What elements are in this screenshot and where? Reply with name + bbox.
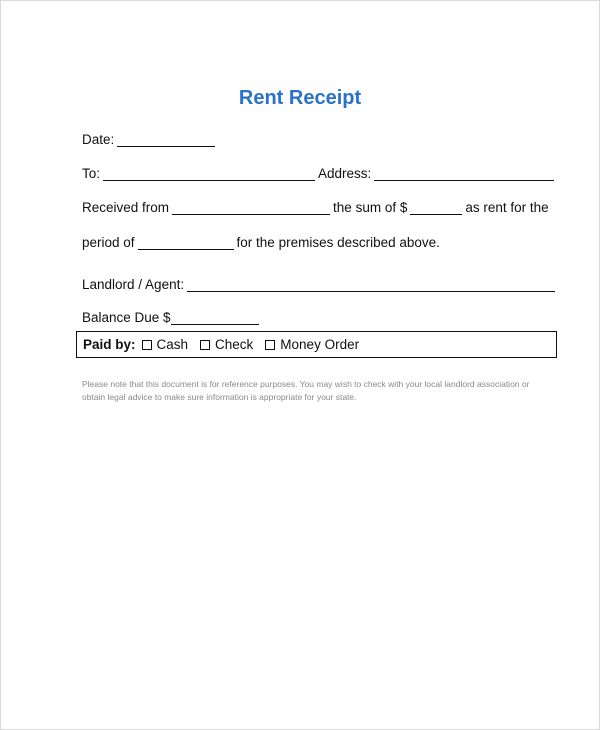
- money-order-label: Money Order: [280, 337, 360, 352]
- cash-label: Cash: [156, 337, 189, 352]
- date-row: [82, 129, 218, 147]
- balance-label: Balance Due $: [82, 310, 171, 325]
- period-row: [82, 232, 440, 250]
- date-field[interactable]: [117, 132, 215, 147]
- address-label: Address:: [318, 166, 372, 181]
- landlord-row: [82, 274, 558, 292]
- sum-label: the sum of $: [333, 200, 408, 215]
- landlord-field[interactable]: [187, 277, 555, 292]
- check-checkbox[interactable]: [200, 340, 210, 350]
- money-order-checkbox[interactable]: [265, 340, 275, 350]
- date-label: Date:: [82, 132, 115, 147]
- to-label: To:: [82, 166, 101, 181]
- to-field[interactable]: [103, 166, 315, 181]
- period-field[interactable]: [138, 235, 234, 250]
- sum-field[interactable]: [410, 200, 462, 215]
- payment-method-box: [76, 331, 557, 358]
- premises-label: for the premises described above.: [236, 235, 440, 250]
- received-from-field[interactable]: [172, 200, 330, 215]
- address-field[interactable]: [374, 166, 554, 181]
- cash-option[interactable]: [142, 337, 189, 352]
- cash-checkbox[interactable]: [142, 340, 152, 350]
- money-order-option[interactable]: [265, 337, 359, 352]
- as-rent-label: as rent for the: [465, 200, 549, 215]
- page-title: Rent Receipt: [238, 87, 362, 109]
- disclaimer-note: Please note that this document is for reference purposes. You may wish to check with your local landlord association or obtain legal advice to make sure information is appropriate for your state.: [82, 379, 530, 402]
- balance-row: [82, 307, 262, 325]
- received-row: [82, 197, 549, 215]
- check-label: Check: [215, 337, 254, 352]
- landlord-label: Landlord / Agent:: [82, 277, 185, 292]
- period-label: period of: [82, 235, 135, 250]
- check-option[interactable]: [200, 337, 253, 352]
- balance-field[interactable]: [171, 310, 259, 325]
- paid-by-label: Paid by:: [83, 337, 136, 352]
- received-from-label: Received from: [82, 200, 170, 215]
- to-row: [82, 163, 557, 181]
